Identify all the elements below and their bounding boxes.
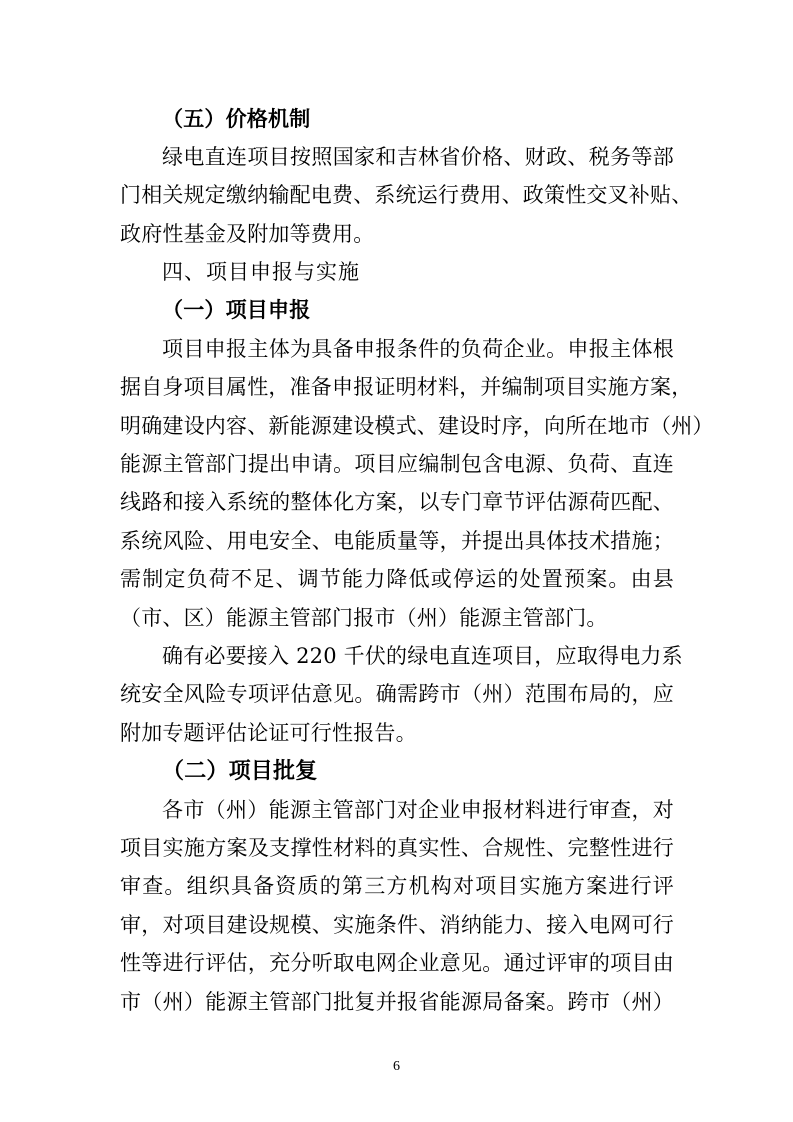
approve-para-line-4: 审，对项目建设规模、实施条件、消纳能力、接入电网可行 xyxy=(120,913,674,937)
apply-heading: （一）项目申报 xyxy=(162,297,311,322)
apply-para1-line-4: 能源主管部门提出申请。项目应编制包含电源、负荷、直连 xyxy=(120,452,674,476)
apply-para2-line-3: 附加专题评估论证可行性报告。 xyxy=(120,721,417,745)
apply-para1-line-8: （市、区）能源主管部门报市（州）能源主管部门。 xyxy=(120,606,608,630)
apply-para1-line-1: 项目申报主体为具备申报条件的负荷企业。申报主体根 xyxy=(162,337,674,361)
price-para-line-2: 门相关规定缴纳输配电费、系统运行费用、政策性交叉补贴、 xyxy=(120,183,693,207)
approve-heading: （二）项目批复 xyxy=(162,758,318,784)
price-heading: （五）价格机制 xyxy=(162,106,311,131)
apply-para1-line-7: 需制定负荷不足、调节能力降低或停运的处置预案。由县 xyxy=(120,567,674,591)
apply-para1-line-2: 据自身项目属性，准备申报证明材料，并编制项目实施方案， xyxy=(120,375,693,399)
apply-para1-line-3: 明确建设内容、新能源建设模式、建设时序，向所在地市（州） xyxy=(120,414,714,438)
part4-heading: 四、项目申报与实施 xyxy=(162,260,360,284)
page-number: 6 xyxy=(393,1059,400,1074)
approve-para-line-3: 审查。组织具备资质的第三方机构对项目实施方案进行评 xyxy=(120,874,674,898)
approve-para-line-2: 项目实施方案及支撑性材料的真实性、合规性、完整性进行 xyxy=(120,836,674,860)
apply-para1-line-6: 系统风险、用电安全、电能质量等，并提出具体技术措施； xyxy=(120,529,674,553)
apply-para2-line-2: 统安全风险专项评估意见。确需跨市（州）范围布局的，应 xyxy=(120,682,674,706)
apply-para2-line-1: 确有必要接入 220 千伏的绿电直连项目，应取得电力系 xyxy=(162,644,683,668)
price-para-line-3: 政府性基金及附加等费用。 xyxy=(120,222,375,246)
price-para-line-1: 绿电直连项目按照国家和吉林省价格、财政、税务等部 xyxy=(162,145,674,169)
approve-para-line-6: 市（州）能源主管部门批复并报省能源局备案。跨市（州） xyxy=(120,990,674,1014)
approve-para-line-5: 性等进行评估，充分听取电网企业意见。通过评审的项目由 xyxy=(120,951,674,975)
apply-para1-line-5: 线路和接入系统的整体化方案，以专门章节评估源荷匹配、 xyxy=(120,490,674,514)
approve-para-line-1: 各市（州）能源主管部门对企业申报材料进行审查，对 xyxy=(162,798,674,822)
